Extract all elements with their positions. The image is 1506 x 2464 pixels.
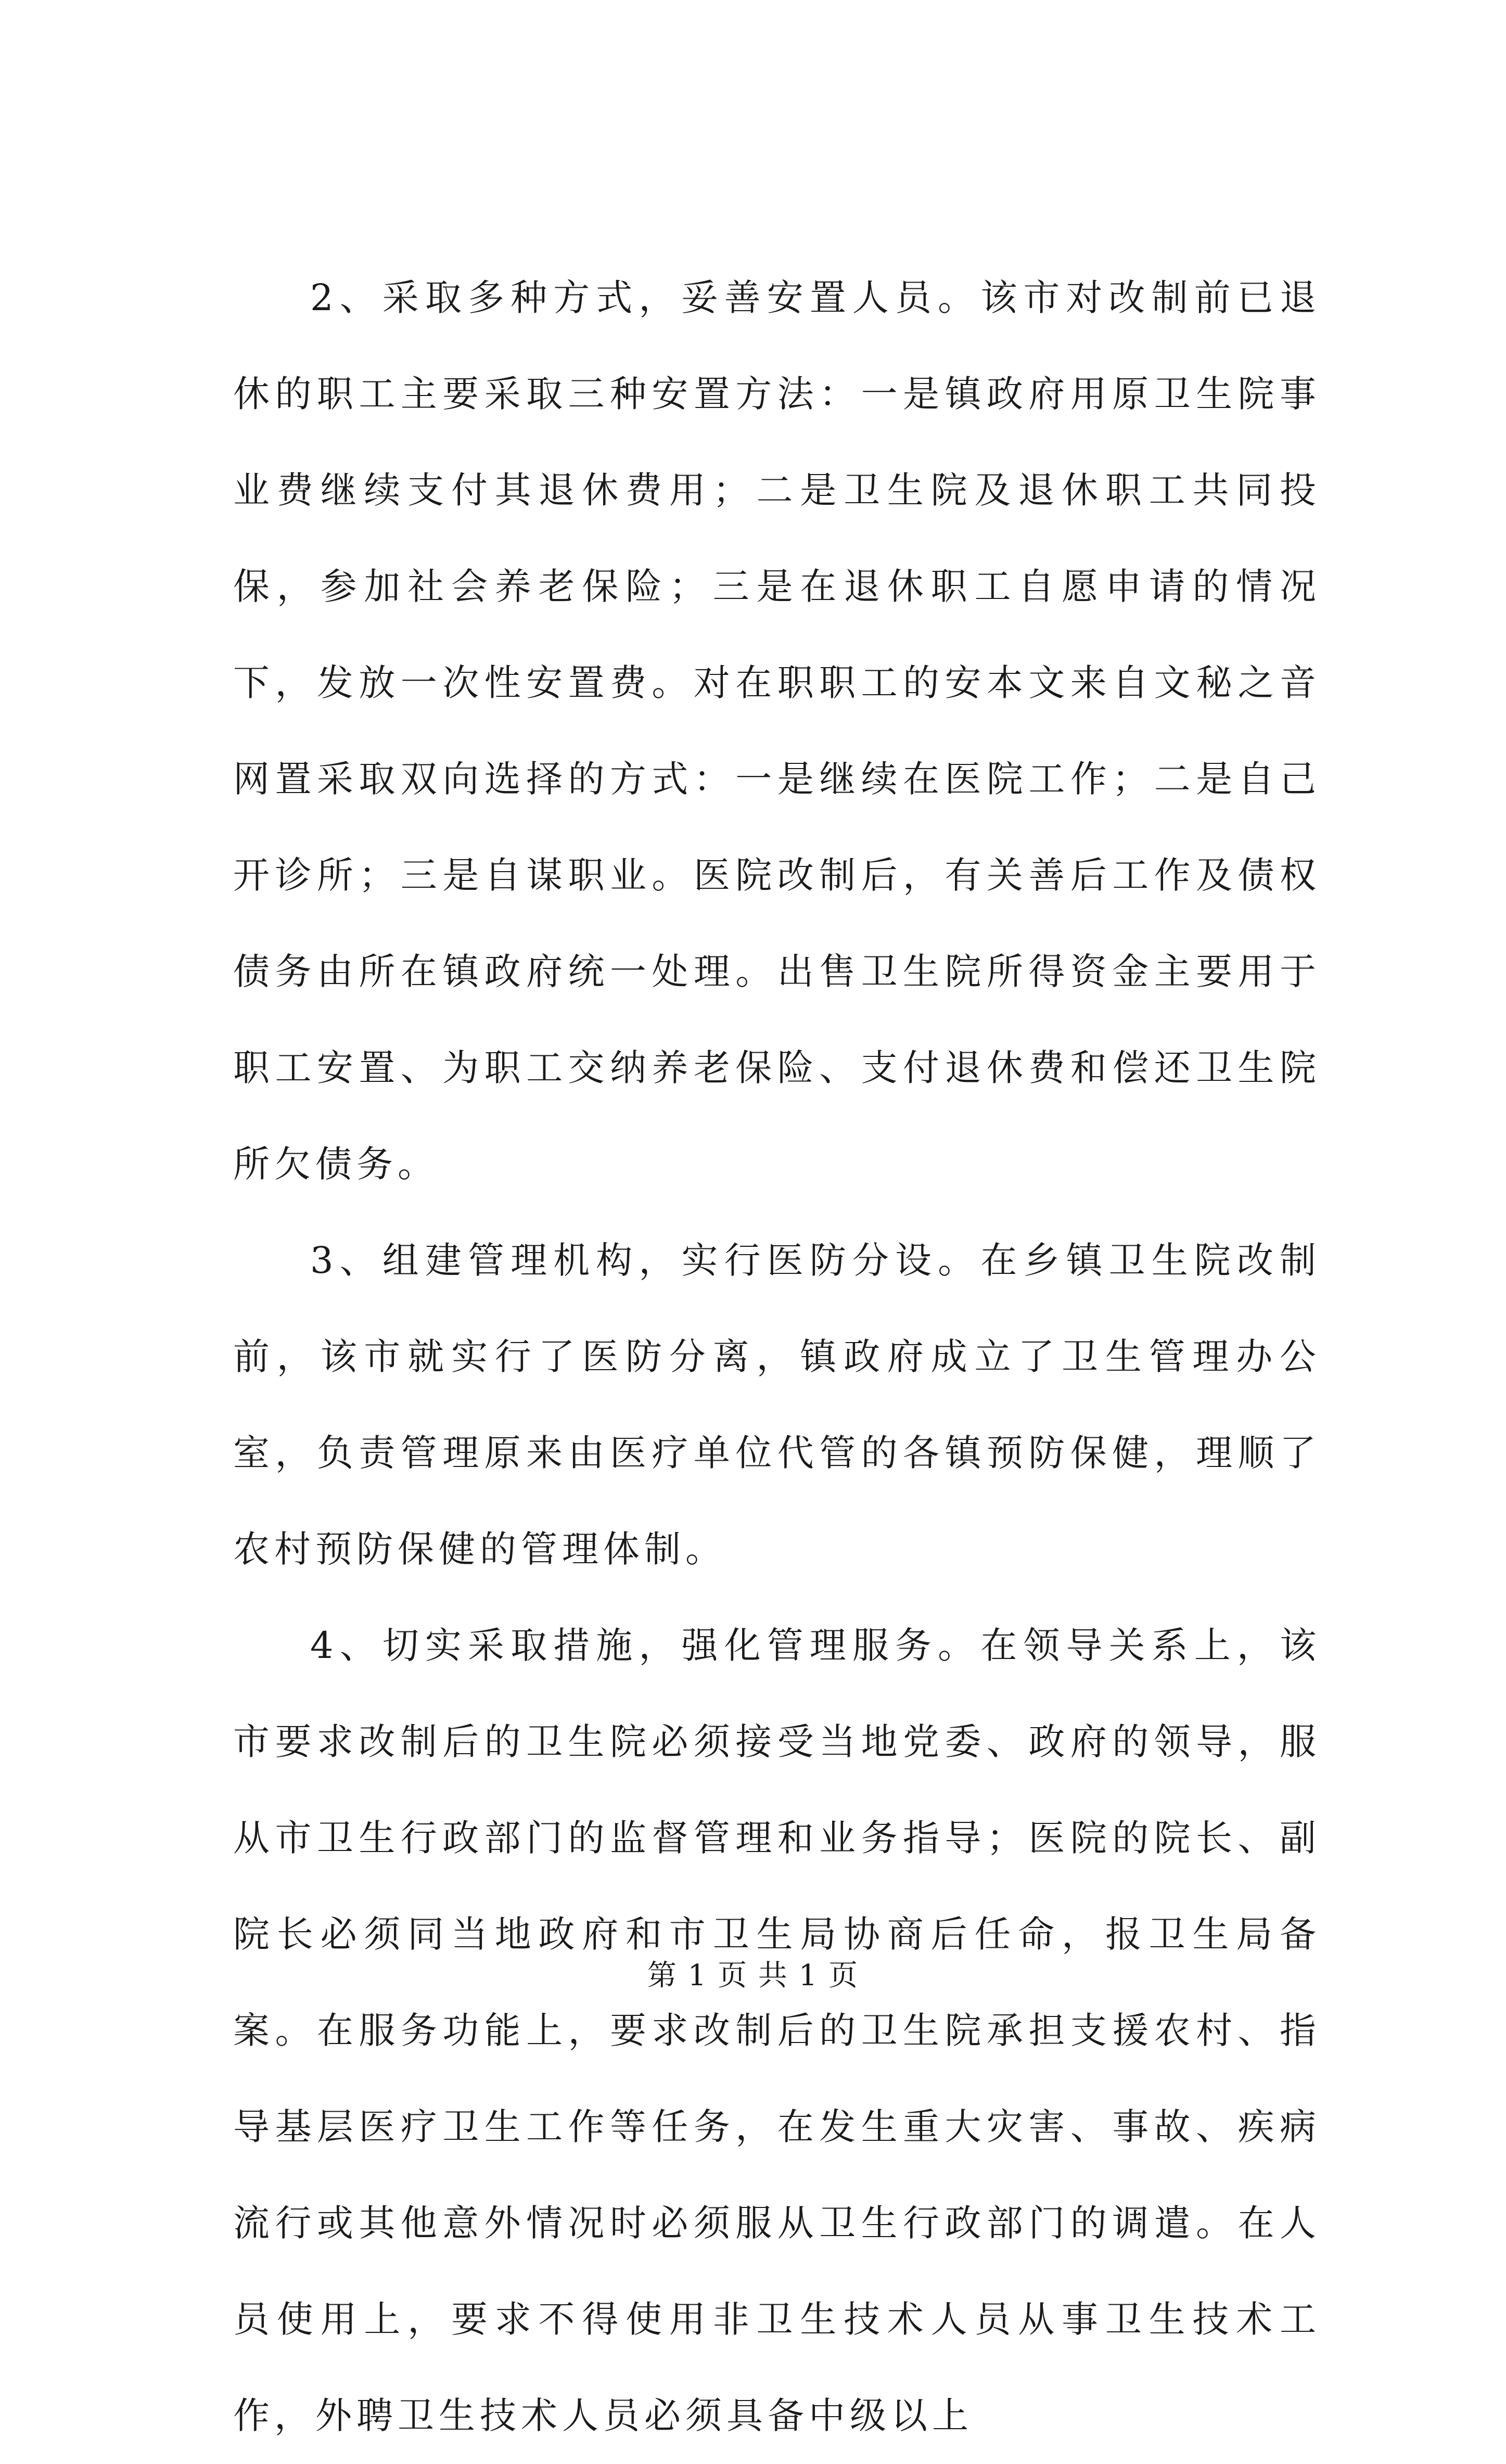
- document-body: [233, 250, 1321, 2464]
- paragraph-2: 3、组建管理机构，实行医防分设。在乡镇卫生院改制前，该市就实行了医防分离，镇政府成立了卫生管理办公室，负责管理原来由医疗单位代管的各镇预防保健，理顺了农村预防保健的管理体制。: [233, 1239, 1321, 1571]
- paragraph-3: 4、切实采取措施，强化管理服务。在领导关系上，该市要求改制后的卫生院必须接受当地党委、政府的领导，服从市卫生行政部门的监督管理和业务指导；医院的院长、副院长必须同当地政府和市卫生局协商后任命，报卫生局备案。在服务功能上，要求改制后的卫生院承担支援农村、指导基层医疗卫生工作等任务，在发生重大灾害、事故、疾病流行或其他意外情况时必须服从卫生行政部门的调遣。在人员使用上，要求不得使用非卫生技术人员从事卫生技术工作，外聘卫生技术人员必须具备中级以上: [233, 1624, 1321, 2437]
- paragraph-1: 2、采取多种方式，妥善安置人员。该市对改制前已退休的职工主要采取三种安置方法：一是镇政府用原卫生院事业费继续支付其退休费用；二是卫生院及退休职工共同投保，参加社会养老保险；三是在退休职工自愿申请的情况下，发放一次性安置费。对在职职工的安本文来自文秘之音网置采取双向选择的方式：一是继续在医院工作；二是自己开诊所；三是自谋职业。医院改制后，有关善后工作及债权债务由所在镇政府统一处理。出售卫生院所得资金主要用于职工安置、为职工交纳养老保险、支付退休费和偿还卫生院所欠债务。: [233, 276, 1321, 1185]
- page-footer: 第 1 页 共 1 页: [647, 1959, 859, 1993]
